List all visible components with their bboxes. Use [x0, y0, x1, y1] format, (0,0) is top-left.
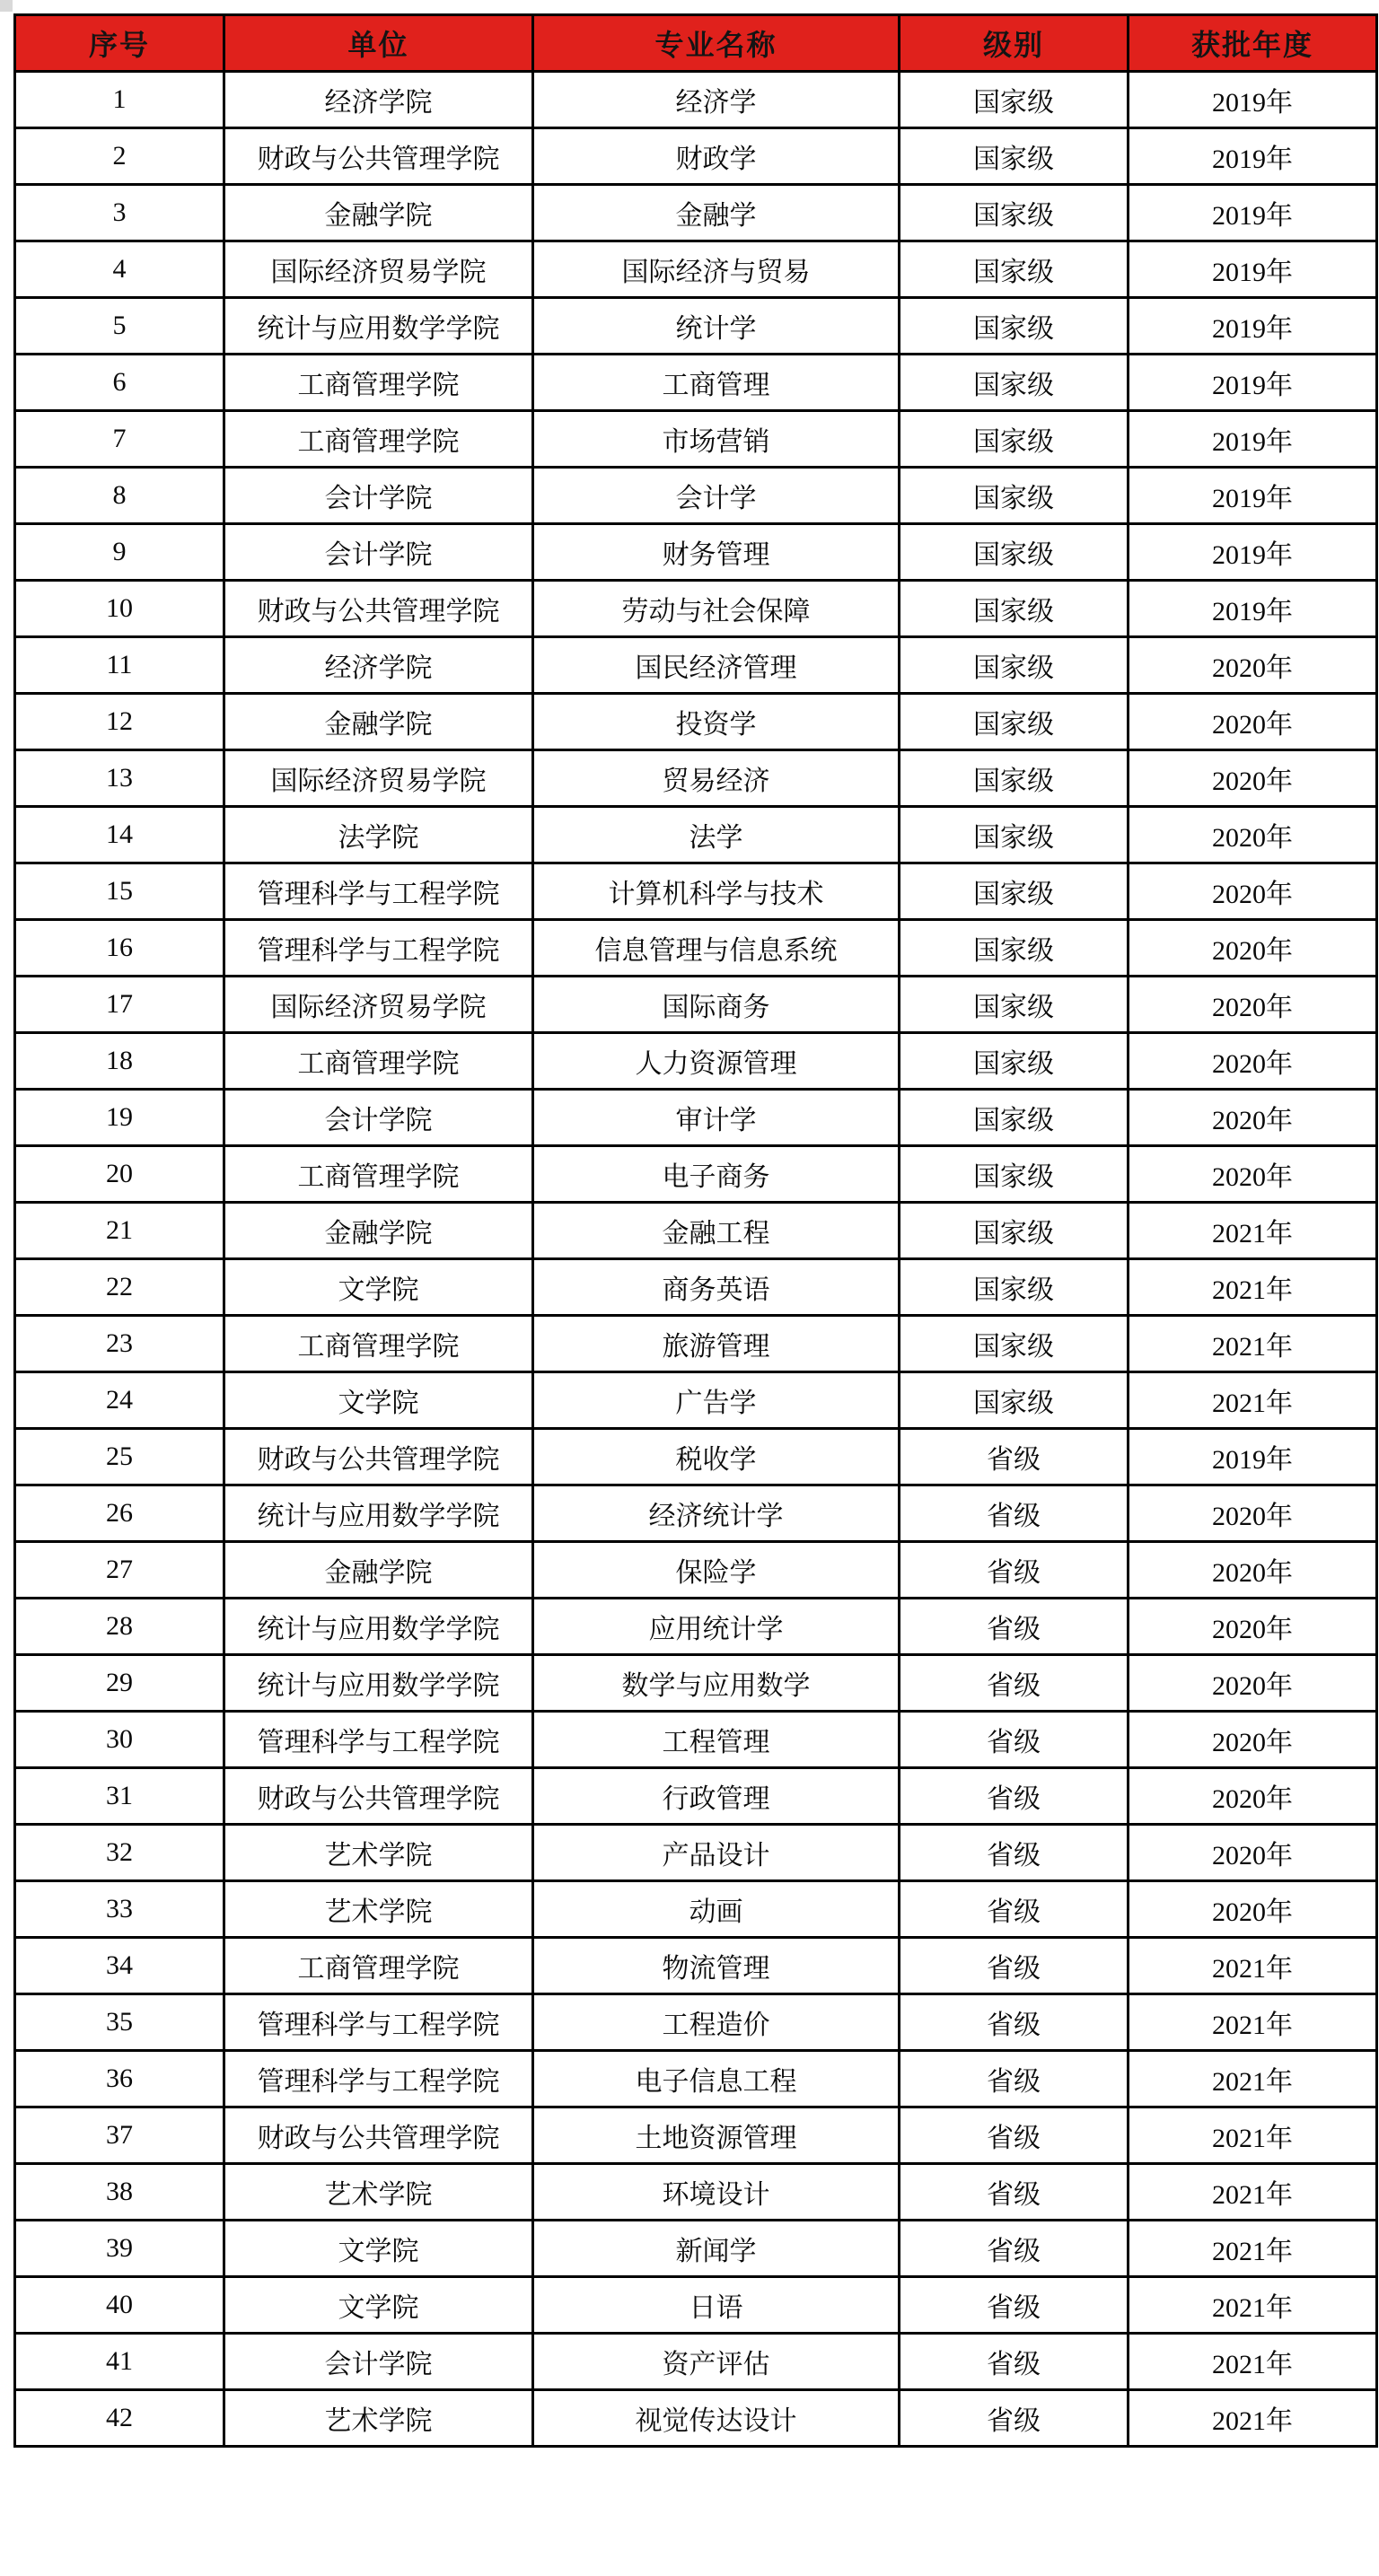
table-row: [15, 2334, 1377, 2390]
unit-cell: 财政与公共管理学院: [224, 2107, 533, 2164]
row-number-cell: 33: [15, 1881, 224, 1938]
major-cell: 经济学: [533, 72, 900, 128]
level-cell: 国家级: [900, 1372, 1129, 1429]
level-cell: 省级: [900, 1542, 1129, 1599]
major-cell: 物流管理: [533, 1938, 900, 1994]
unit-cell: 文学院: [224, 2221, 533, 2277]
level-cell: 国家级: [900, 1203, 1129, 1259]
table-row: [15, 241, 1377, 298]
year-cell: 2021年: [1129, 1316, 1377, 1372]
year-cell: 2020年: [1129, 1090, 1377, 1146]
year-cell: 2020年: [1129, 1599, 1377, 1655]
major-cell: 统计学: [533, 298, 900, 355]
level-cell: 国家级: [900, 750, 1129, 807]
unit-cell: 金融学院: [224, 694, 533, 750]
level-cell: 省级: [900, 1881, 1129, 1938]
level-cell: 省级: [900, 2390, 1129, 2447]
table-row: [15, 1768, 1377, 1825]
year-cell: 2019年: [1129, 581, 1377, 637]
level-cell: 国家级: [900, 298, 1129, 355]
level-cell: 省级: [900, 2107, 1129, 2164]
row-number-cell: 6: [15, 355, 224, 411]
unit-cell: 管理科学与工程学院: [224, 1712, 533, 1768]
table-row: [15, 1542, 1377, 1599]
unit-cell: 统计与应用数学学院: [224, 1485, 533, 1542]
table-row: [15, 1090, 1377, 1146]
unit-cell: 文学院: [224, 1259, 533, 1316]
table-row: [15, 2221, 1377, 2277]
major-cell: 数学与应用数学: [533, 1655, 900, 1712]
table-row: [15, 1485, 1377, 1542]
table-row: [15, 2107, 1377, 2164]
unit-cell: 工商管理学院: [224, 355, 533, 411]
row-number-cell: 18: [15, 1033, 224, 1090]
major-cell: 经济统计学: [533, 1485, 900, 1542]
level-cell: 国家级: [900, 1259, 1129, 1316]
table-row: [15, 1881, 1377, 1938]
programs-table: [13, 13, 1378, 2448]
level-cell: 国家级: [900, 694, 1129, 750]
level-cell: 省级: [900, 2334, 1129, 2390]
year-cell: 2019年: [1129, 241, 1377, 298]
year-cell: 2019年: [1129, 524, 1377, 581]
year-cell: 2020年: [1129, 1655, 1377, 1712]
year-cell: 2019年: [1129, 185, 1377, 241]
row-number-cell: 20: [15, 1146, 224, 1203]
year-cell: 2019年: [1129, 411, 1377, 468]
row-number-cell: 16: [15, 920, 224, 977]
major-cell: 财政学: [533, 128, 900, 185]
major-cell: 旅游管理: [533, 1316, 900, 1372]
unit-cell: 国际经济贸易学院: [224, 241, 533, 298]
row-number-cell: 4: [15, 241, 224, 298]
unit-cell: 经济学院: [224, 72, 533, 128]
table-row: [15, 1825, 1377, 1881]
row-number-cell: 40: [15, 2277, 224, 2334]
row-number-cell: 8: [15, 468, 224, 524]
row-number-cell: 13: [15, 750, 224, 807]
level-cell: 省级: [900, 1485, 1129, 1542]
year-cell: 2021年: [1129, 2051, 1377, 2107]
column-header-unit: 单位: [224, 15, 533, 72]
year-cell: 2021年: [1129, 2107, 1377, 2164]
major-cell: 税收学: [533, 1429, 900, 1485]
row-number-cell: 3: [15, 185, 224, 241]
unit-cell: 工商管理学院: [224, 1938, 533, 1994]
year-cell: 2019年: [1129, 72, 1377, 128]
row-number-cell: 14: [15, 807, 224, 863]
level-cell: 省级: [900, 2277, 1129, 2334]
table-row: [15, 2390, 1377, 2447]
year-cell: 2020年: [1129, 750, 1377, 807]
major-cell: 工程管理: [533, 1712, 900, 1768]
row-number-cell: 31: [15, 1768, 224, 1825]
unit-cell: 管理科学与工程学院: [224, 863, 533, 920]
major-cell: 工程造价: [533, 1994, 900, 2051]
major-cell: 广告学: [533, 1372, 900, 1429]
table-row: [15, 1259, 1377, 1316]
table-row: [15, 1712, 1377, 1768]
table-row: [15, 2164, 1377, 2221]
table-row: [15, 2277, 1377, 2334]
row-number-cell: 7: [15, 411, 224, 468]
level-cell: 省级: [900, 2051, 1129, 2107]
unit-cell: 国际经济贸易学院: [224, 750, 533, 807]
level-cell: 国家级: [900, 581, 1129, 637]
column-header-level: 级别: [900, 15, 1129, 72]
row-number-cell: 22: [15, 1259, 224, 1316]
level-cell: 国家级: [900, 977, 1129, 1033]
unit-cell: 财政与公共管理学院: [224, 581, 533, 637]
row-number-cell: 12: [15, 694, 224, 750]
unit-cell: 统计与应用数学学院: [224, 298, 533, 355]
major-cell: 电子信息工程: [533, 2051, 900, 2107]
unit-cell: 艺术学院: [224, 1825, 533, 1881]
row-number-cell: 23: [15, 1316, 224, 1372]
level-cell: 国家级: [900, 1033, 1129, 1090]
unit-cell: 财政与公共管理学院: [224, 128, 533, 185]
level-cell: 国家级: [900, 1090, 1129, 1146]
unit-cell: 会计学院: [224, 2334, 533, 2390]
row-number-cell: 26: [15, 1485, 224, 1542]
table-row: [15, 128, 1377, 185]
table-row: [15, 298, 1377, 355]
unit-cell: 金融学院: [224, 1203, 533, 1259]
major-cell: 金融工程: [533, 1203, 900, 1259]
year-cell: 2019年: [1129, 1429, 1377, 1485]
table-row: [15, 1203, 1377, 1259]
unit-cell: 会计学院: [224, 1090, 533, 1146]
major-cell: 贸易经济: [533, 750, 900, 807]
major-cell: 财务管理: [533, 524, 900, 581]
major-cell: 市场营销: [533, 411, 900, 468]
major-cell: 国际商务: [533, 977, 900, 1033]
major-cell: 投资学: [533, 694, 900, 750]
level-cell: 省级: [900, 1825, 1129, 1881]
row-number-cell: 11: [15, 637, 224, 694]
level-cell: 国家级: [900, 72, 1129, 128]
year-cell: 2021年: [1129, 2164, 1377, 2221]
table-row: [15, 1146, 1377, 1203]
table-body: [15, 72, 1377, 2447]
year-cell: 2019年: [1129, 355, 1377, 411]
table-row: [15, 468, 1377, 524]
year-cell: 2021年: [1129, 1372, 1377, 1429]
row-number-cell: 10: [15, 581, 224, 637]
row-number-cell: 25: [15, 1429, 224, 1485]
row-number-cell: 34: [15, 1938, 224, 1994]
level-cell: 省级: [900, 2164, 1129, 2221]
year-cell: 2021年: [1129, 2277, 1377, 2334]
table-row: [15, 920, 1377, 977]
row-number-cell: 19: [15, 1090, 224, 1146]
row-number-cell: 2: [15, 128, 224, 185]
major-cell: 土地资源管理: [533, 2107, 900, 2164]
major-cell: 日语: [533, 2277, 900, 2334]
level-cell: 国家级: [900, 524, 1129, 581]
year-cell: 2020年: [1129, 977, 1377, 1033]
unit-cell: 经济学院: [224, 637, 533, 694]
table-row: [15, 185, 1377, 241]
table-row: [15, 977, 1377, 1033]
header-row: [15, 15, 1377, 72]
level-cell: 国家级: [900, 920, 1129, 977]
unit-cell: 财政与公共管理学院: [224, 1429, 533, 1485]
major-cell: 劳动与社会保障: [533, 581, 900, 637]
unit-cell: 管理科学与工程学院: [224, 1994, 533, 2051]
year-cell: 2020年: [1129, 694, 1377, 750]
column-header-year: 获批年度: [1129, 15, 1377, 72]
year-cell: 2020年: [1129, 1542, 1377, 1599]
level-cell: 国家级: [900, 1316, 1129, 1372]
unit-cell: 管理科学与工程学院: [224, 2051, 533, 2107]
major-cell: 应用统计学: [533, 1599, 900, 1655]
row-number-cell: 24: [15, 1372, 224, 1429]
row-number-cell: 41: [15, 2334, 224, 2390]
year-cell: 2021年: [1129, 2390, 1377, 2447]
table-row: [15, 807, 1377, 863]
level-cell: 国家级: [900, 355, 1129, 411]
table-row: [15, 1938, 1377, 1994]
year-cell: 2020年: [1129, 1881, 1377, 1938]
year-cell: 2020年: [1129, 637, 1377, 694]
year-cell: 2021年: [1129, 1203, 1377, 1259]
major-cell: 视觉传达设计: [533, 2390, 900, 2447]
table-row: [15, 1655, 1377, 1712]
year-cell: 2019年: [1129, 298, 1377, 355]
unit-cell: 工商管理学院: [224, 1316, 533, 1372]
table-row: [15, 1429, 1377, 1485]
row-number-cell: 17: [15, 977, 224, 1033]
level-cell: 国家级: [900, 807, 1129, 863]
row-number-cell: 29: [15, 1655, 224, 1712]
table-row: [15, 637, 1377, 694]
row-number-cell: 1: [15, 72, 224, 128]
table-row: [15, 72, 1377, 128]
year-cell: 2021年: [1129, 2221, 1377, 2277]
table-row: [15, 1599, 1377, 1655]
row-number-cell: 38: [15, 2164, 224, 2221]
year-cell: 2019年: [1129, 128, 1377, 185]
major-cell: 环境设计: [533, 2164, 900, 2221]
major-cell: 电子商务: [533, 1146, 900, 1203]
year-cell: 2020年: [1129, 863, 1377, 920]
major-cell: 计算机科学与技术: [533, 863, 900, 920]
level-cell: 省级: [900, 1994, 1129, 2051]
unit-cell: 艺术学院: [224, 1881, 533, 1938]
unit-cell: 金融学院: [224, 185, 533, 241]
year-cell: 2020年: [1129, 1033, 1377, 1090]
unit-cell: 文学院: [224, 1372, 533, 1429]
year-cell: 2020年: [1129, 1485, 1377, 1542]
row-number-cell: 37: [15, 2107, 224, 2164]
row-number-cell: 5: [15, 298, 224, 355]
major-cell: 信息管理与信息系统: [533, 920, 900, 977]
major-cell: 国民经济管理: [533, 637, 900, 694]
unit-cell: 工商管理学院: [224, 1146, 533, 1203]
screenshot-corner-artifact: [0, 0, 13, 12]
table-row: [15, 1033, 1377, 1090]
row-number-cell: 32: [15, 1825, 224, 1881]
row-number-cell: 9: [15, 524, 224, 581]
level-cell: 省级: [900, 1655, 1129, 1712]
major-cell: 商务英语: [533, 1259, 900, 1316]
unit-cell: 金融学院: [224, 1542, 533, 1599]
row-number-cell: 21: [15, 1203, 224, 1259]
unit-cell: 会计学院: [224, 468, 533, 524]
level-cell: 国家级: [900, 185, 1129, 241]
level-cell: 省级: [900, 2221, 1129, 2277]
major-cell: 金融学: [533, 185, 900, 241]
unit-cell: 文学院: [224, 2277, 533, 2334]
row-number-cell: 42: [15, 2390, 224, 2447]
table-row: [15, 1372, 1377, 1429]
major-cell: 会计学: [533, 468, 900, 524]
row-number-cell: 27: [15, 1542, 224, 1599]
level-cell: 国家级: [900, 1146, 1129, 1203]
row-number-cell: 35: [15, 1994, 224, 2051]
programs-table-container: [13, 13, 1378, 2448]
level-cell: 国家级: [900, 241, 1129, 298]
level-cell: 国家级: [900, 128, 1129, 185]
major-cell: 动画: [533, 1881, 900, 1938]
row-number-cell: 36: [15, 2051, 224, 2107]
column-header-major: 专业名称: [533, 15, 900, 72]
unit-cell: 法学院: [224, 807, 533, 863]
unit-cell: 工商管理学院: [224, 1033, 533, 1090]
table-row: [15, 355, 1377, 411]
year-cell: 2019年: [1129, 468, 1377, 524]
table-row: [15, 694, 1377, 750]
unit-cell: 管理科学与工程学院: [224, 920, 533, 977]
major-cell: 保险学: [533, 1542, 900, 1599]
year-cell: 2020年: [1129, 1768, 1377, 1825]
major-cell: 人力资源管理: [533, 1033, 900, 1090]
row-number-cell: 30: [15, 1712, 224, 1768]
year-cell: 2020年: [1129, 920, 1377, 977]
table-row: [15, 411, 1377, 468]
unit-cell: 财政与公共管理学院: [224, 1768, 533, 1825]
year-cell: 2021年: [1129, 1259, 1377, 1316]
level-cell: 省级: [900, 1768, 1129, 1825]
level-cell: 省级: [900, 1429, 1129, 1485]
year-cell: 2021年: [1129, 1994, 1377, 2051]
major-cell: 审计学: [533, 1090, 900, 1146]
table-row: [15, 581, 1377, 637]
unit-cell: 艺术学院: [224, 2390, 533, 2447]
year-cell: 2021年: [1129, 1938, 1377, 1994]
row-number-cell: 15: [15, 863, 224, 920]
level-cell: 省级: [900, 1599, 1129, 1655]
table-header: [15, 15, 1377, 72]
table-row: [15, 1316, 1377, 1372]
unit-cell: 统计与应用数学学院: [224, 1655, 533, 1712]
unit-cell: 工商管理学院: [224, 411, 533, 468]
major-cell: 工商管理: [533, 355, 900, 411]
major-cell: 法学: [533, 807, 900, 863]
level-cell: 省级: [900, 1712, 1129, 1768]
table-row: [15, 863, 1377, 920]
major-cell: 产品设计: [533, 1825, 900, 1881]
unit-cell: 艺术学院: [224, 2164, 533, 2221]
unit-cell: 统计与应用数学学院: [224, 1599, 533, 1655]
year-cell: 2020年: [1129, 807, 1377, 863]
level-cell: 国家级: [900, 863, 1129, 920]
major-cell: 行政管理: [533, 1768, 900, 1825]
major-cell: 国际经济与贸易: [533, 241, 900, 298]
year-cell: 2020年: [1129, 1712, 1377, 1768]
year-cell: 2020年: [1129, 1146, 1377, 1203]
table-row: [15, 750, 1377, 807]
table-row: [15, 1994, 1377, 2051]
level-cell: 省级: [900, 1938, 1129, 1994]
level-cell: 国家级: [900, 411, 1129, 468]
table-row: [15, 2051, 1377, 2107]
unit-cell: 会计学院: [224, 524, 533, 581]
column-header-no: 序号: [15, 15, 224, 72]
table-row: [15, 524, 1377, 581]
major-cell: 资产评估: [533, 2334, 900, 2390]
year-cell: 2021年: [1129, 2334, 1377, 2390]
row-number-cell: 28: [15, 1599, 224, 1655]
level-cell: 国家级: [900, 637, 1129, 694]
major-cell: 新闻学: [533, 2221, 900, 2277]
row-number-cell: 39: [15, 2221, 224, 2277]
year-cell: 2020年: [1129, 1825, 1377, 1881]
level-cell: 国家级: [900, 468, 1129, 524]
unit-cell: 国际经济贸易学院: [224, 977, 533, 1033]
